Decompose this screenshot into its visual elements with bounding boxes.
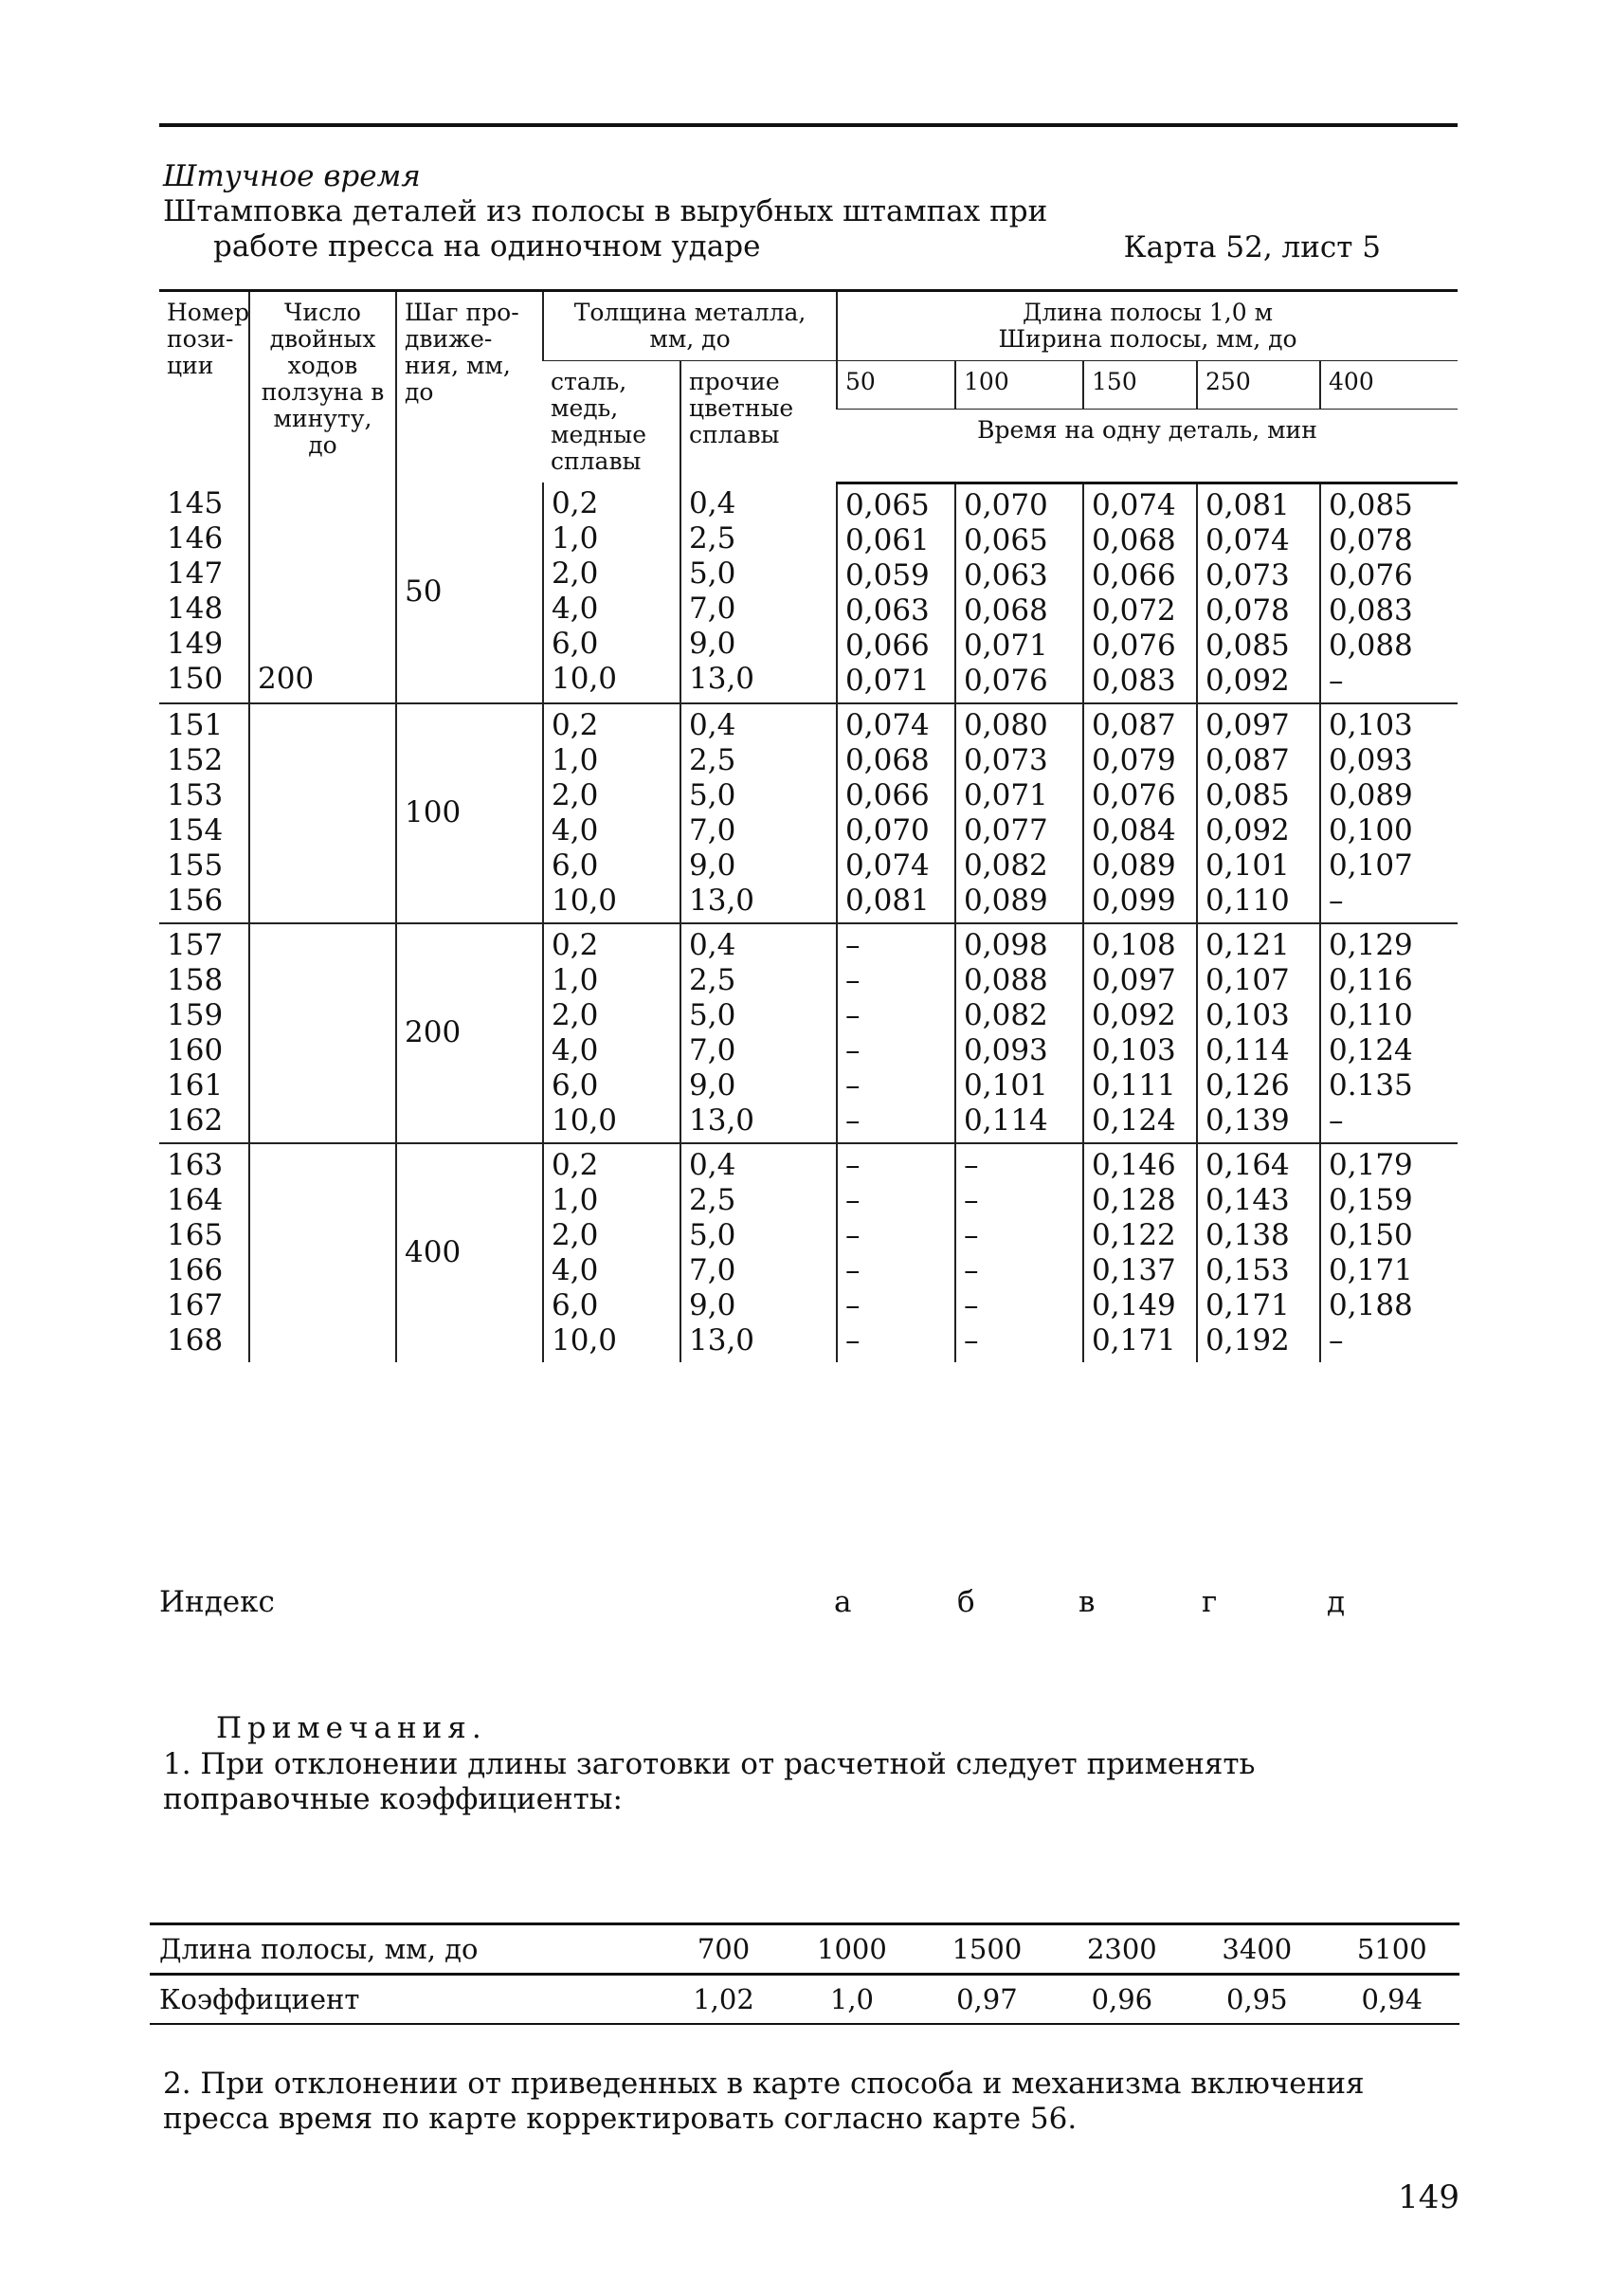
- width-150-header: 150: [1083, 361, 1197, 410]
- cell-value: 7,0: [689, 1032, 736, 1067]
- cell-value: 154: [167, 812, 224, 847]
- col-w50: [837, 703, 955, 923]
- cell-value: 0,081: [845, 883, 930, 918]
- cell-value: 0,065: [845, 487, 930, 522]
- cell-value: 0,089: [964, 883, 1048, 918]
- coef-label: Коэффициент: [150, 1975, 662, 2025]
- cell-value: 163: [167, 1147, 224, 1182]
- cell-value: 0,088: [964, 962, 1048, 997]
- cell-value: 161: [167, 1067, 224, 1102]
- cell-value: 0,099: [1092, 883, 1176, 918]
- cell-value: 0,4: [689, 1147, 736, 1182]
- cell-value: 0,101: [964, 1067, 1048, 1102]
- cell-value: 0,063: [845, 592, 930, 628]
- cell-value: –: [845, 1252, 861, 1287]
- cell-value: 1,0: [552, 962, 599, 997]
- cell-value: –: [845, 1322, 861, 1358]
- width-400-header: 400: [1320, 361, 1458, 410]
- doc-subtitle: Штамповка деталей из полосы в вырубных штампах при: [163, 194, 1048, 228]
- cell-value: 2,5: [689, 742, 736, 777]
- cell-value: –: [964, 1182, 979, 1217]
- cell-value: 0,074: [1205, 522, 1290, 557]
- table-row: [159, 483, 1458, 703]
- col-positions: [159, 483, 249, 703]
- cell-value: 0,076: [964, 663, 1048, 698]
- cell-value: –: [964, 1287, 979, 1322]
- cell-value: 9,0: [689, 1287, 736, 1322]
- cell-value: 0,138: [1205, 1217, 1290, 1252]
- cell-value: 0,4: [689, 707, 736, 742]
- cell-value: 13,0: [689, 1322, 755, 1358]
- strokes-cell: [249, 703, 396, 923]
- cell-value: 6,0: [552, 627, 599, 661]
- cell-value: 0,089: [1329, 777, 1413, 812]
- cell-value: –: [845, 1067, 861, 1102]
- cell-value: 0,093: [1329, 742, 1413, 777]
- table-row: [159, 923, 1458, 1143]
- cell-value: 0,066: [845, 628, 930, 663]
- col-w50: [837, 923, 955, 1143]
- col-w250: [1197, 923, 1320, 1143]
- cell-value: 0,122: [1092, 1217, 1176, 1252]
- cell-value: 0,093: [964, 1032, 1048, 1067]
- cell-value: 148: [167, 592, 224, 626]
- step-cell: [396, 483, 543, 703]
- cell-value: 0,121: [1205, 927, 1290, 962]
- col-steel: [543, 923, 680, 1143]
- step-value: 200: [405, 1015, 462, 1049]
- cell-value: 0,4: [689, 927, 736, 962]
- row-group-step-200: [159, 923, 1458, 1143]
- cell-value: 0,2: [552, 1147, 599, 1182]
- cell-value: 10,0: [552, 1102, 618, 1138]
- time-per-part-label: Время на одну деталь, мин: [837, 409, 1458, 483]
- cell-value: 0,089: [1092, 847, 1176, 883]
- cell-value: 0,129: [1329, 927, 1413, 962]
- table-row: [159, 1143, 1458, 1362]
- cell-value: –: [845, 1217, 861, 1252]
- col-w250: [1197, 483, 1320, 703]
- cell-value: 0,070: [845, 812, 930, 847]
- cell-value: 0,114: [1205, 1032, 1290, 1067]
- cell-value: 0,071: [964, 777, 1048, 812]
- cell-value: 0,111: [1092, 1067, 1176, 1102]
- strokes-cell: [249, 923, 396, 1143]
- cell-value: 9,0: [689, 1067, 736, 1102]
- col-w100: [955, 703, 1083, 923]
- col-w150: [1083, 703, 1197, 923]
- doc-heading: Штучное время: [163, 159, 421, 193]
- cell-value: 13,0: [689, 662, 755, 696]
- cell-value: 10,0: [552, 1322, 618, 1358]
- cell-value: 152: [167, 742, 224, 777]
- cell-value: 166: [167, 1252, 224, 1287]
- col-step-header: Шаг про-движе-ния, мм, до: [396, 291, 543, 483]
- col-steel-header: сталь, медь, медные сплавы: [543, 361, 680, 483]
- cell-value: –: [1329, 1322, 1344, 1358]
- col-steel: [543, 483, 680, 703]
- cell-value: 0,116: [1329, 962, 1413, 997]
- cell-value: 0,083: [1329, 592, 1413, 628]
- index-g: г: [1202, 1585, 1218, 1619]
- cell-value: 1,0: [552, 521, 599, 556]
- cell-value: 0,092: [1092, 997, 1176, 1032]
- cell-value: 0,150: [1329, 1217, 1413, 1252]
- col-w250: [1197, 1143, 1320, 1362]
- col-steel: [543, 1143, 680, 1362]
- cell-value: 0,085: [1205, 628, 1290, 663]
- strokes-value: 200: [258, 662, 315, 696]
- cell-value: 4,0: [552, 592, 599, 626]
- coef-value-5100: 0,94: [1325, 1975, 1459, 2025]
- cell-value: 0,068: [845, 742, 930, 777]
- cell-value: 0,2: [552, 927, 599, 962]
- cell-value: 0,098: [964, 927, 1048, 962]
- coef-value-1500: 0,97: [919, 1975, 1054, 2025]
- cell-value: 7,0: [689, 1252, 736, 1287]
- cell-value: 0,076: [1092, 777, 1176, 812]
- col-w400: [1320, 923, 1458, 1143]
- card-reference: Карта 52, лист 5: [1123, 230, 1381, 264]
- coef-value-2300: 0,96: [1055, 1975, 1189, 2025]
- cell-value: 2,0: [552, 777, 599, 812]
- cell-value: 153: [167, 777, 224, 812]
- cell-value: 0,110: [1205, 883, 1290, 918]
- cell-value: 13,0: [689, 883, 755, 918]
- cell-value: 5,0: [689, 997, 736, 1032]
- cell-value: 0,097: [1092, 962, 1176, 997]
- cell-value: 0,076: [1329, 557, 1413, 592]
- cell-value: 5,0: [689, 1217, 736, 1252]
- cell-value: 0,065: [964, 522, 1048, 557]
- cell-value: 0,4: [689, 486, 736, 520]
- cell-value: 0,078: [1205, 592, 1290, 628]
- cell-value: 162: [167, 1102, 224, 1138]
- cell-value: 10,0: [552, 883, 618, 918]
- cell-value: 0,103: [1329, 707, 1413, 742]
- col-w50: [837, 483, 955, 703]
- cell-value: 2,5: [689, 962, 736, 997]
- col-positions: [159, 703, 249, 923]
- width-100-header: 100: [955, 361, 1083, 410]
- cell-value: 145: [167, 486, 224, 520]
- cell-value: 0,114: [964, 1102, 1048, 1138]
- cell-value: 0,080: [964, 707, 1048, 742]
- coefficient-table: [150, 1922, 1459, 2025]
- coef-length-5100: 5100: [1325, 1924, 1459, 1975]
- cell-value: 0,171: [1329, 1252, 1413, 1287]
- col-length-header: [837, 291, 1458, 361]
- cell-value: –: [845, 962, 861, 997]
- index-d: д: [1327, 1585, 1346, 1619]
- cell-value: 0,076: [1092, 628, 1176, 663]
- cell-value: 0,070: [964, 487, 1048, 522]
- cell-value: 0,073: [964, 742, 1048, 777]
- cell-value: 0,188: [1329, 1287, 1413, 1322]
- cell-value: 0,072: [1092, 592, 1176, 628]
- page-number: 149: [1398, 2178, 1459, 2216]
- col-w100: [955, 1143, 1083, 1362]
- cell-value: 0,063: [964, 557, 1048, 592]
- index-a: а: [834, 1585, 852, 1619]
- cell-value: 0,139: [1205, 1102, 1290, 1138]
- cell-value: 0,071: [964, 628, 1048, 663]
- cell-value: 0,159: [1329, 1182, 1413, 1217]
- cell-value: 1,0: [552, 742, 599, 777]
- col-w150: [1083, 483, 1197, 703]
- cell-value: –: [1329, 1102, 1344, 1138]
- cell-value: –: [1329, 883, 1344, 918]
- col-w100: [955, 923, 1083, 1143]
- cell-value: 1,0: [552, 1182, 599, 1217]
- cell-value: 0,149: [1092, 1287, 1176, 1322]
- cell-value: 0,087: [1092, 707, 1176, 742]
- cell-value: 0,143: [1205, 1182, 1290, 1217]
- cell-value: 9,0: [689, 847, 736, 883]
- col-positions: [159, 1143, 249, 1362]
- cell-value: 7,0: [689, 812, 736, 847]
- col-w150: [1083, 1143, 1197, 1362]
- cell-value: 0,083: [1092, 663, 1176, 698]
- cell-value: –: [845, 1032, 861, 1067]
- coef-length-2300: 2300: [1055, 1924, 1189, 1975]
- strip-width: Ширина полосы, мм, до: [998, 325, 1297, 353]
- cell-value: 146: [167, 521, 224, 556]
- cell-value: 155: [167, 847, 224, 883]
- cell-value: –: [845, 1147, 861, 1182]
- index-label: Индекс: [159, 1585, 275, 1619]
- col-positions: [159, 923, 249, 1143]
- step-value: 100: [405, 795, 462, 829]
- cell-value: 0,146: [1092, 1147, 1176, 1182]
- col-strokes-header: Число двойных ходов ползуна в минуту, до: [249, 291, 396, 483]
- cell-value: 0,097: [1205, 707, 1290, 742]
- cell-value: 9,0: [689, 627, 736, 661]
- cell-value: 0,2: [552, 486, 599, 520]
- cell-value: 0,124: [1092, 1102, 1176, 1138]
- cell-value: 0,068: [964, 592, 1048, 628]
- col-w50: [837, 1143, 955, 1362]
- cell-value: 0,128: [1092, 1182, 1176, 1217]
- cell-value: 0,078: [1329, 522, 1413, 557]
- cell-value: 160: [167, 1032, 224, 1067]
- cell-value: 0,108: [1092, 927, 1176, 962]
- note-1: 1. При отклонении длины заготовки от расчетной следует применять поправочные коэффициенты:: [163, 1747, 1256, 1816]
- cell-value: 168: [167, 1322, 224, 1358]
- cell-value: 2,0: [552, 1217, 599, 1252]
- cell-value: 0,100: [1329, 812, 1413, 847]
- cell-value: 5,0: [689, 556, 736, 591]
- row-group-step-50: [159, 483, 1458, 703]
- cell-value: 0,074: [845, 847, 930, 883]
- cell-value: 0,061: [845, 522, 930, 557]
- cell-value: 6,0: [552, 1287, 599, 1322]
- cell-value: 0,085: [1205, 777, 1290, 812]
- cell-value: 6,0: [552, 847, 599, 883]
- cell-value: 0.135: [1329, 1067, 1413, 1102]
- cell-value: 0,103: [1092, 1032, 1176, 1067]
- doc-subtitle-cont: работе пресса на одиночном ударе: [213, 229, 761, 264]
- index-v: в: [1078, 1585, 1096, 1619]
- cell-value: 7,0: [689, 592, 736, 626]
- cell-value: 2,5: [689, 521, 736, 556]
- cell-value: 0,068: [1092, 522, 1176, 557]
- col-w400: [1320, 483, 1458, 703]
- cell-value: 0,084: [1092, 812, 1176, 847]
- table-row: [159, 703, 1458, 923]
- col-other: [680, 703, 837, 923]
- note-2: 2. При отклонении от приведенных в карте способа и механизма включения пресса время по карте корректировать согласно карте 56.: [163, 2067, 1365, 2136]
- cell-value: 4,0: [552, 812, 599, 847]
- col-w400: [1320, 703, 1458, 923]
- col-other-header: прочие цветные сплавы: [680, 361, 837, 483]
- col-thickness-header: Толщина металла, мм, до: [543, 291, 837, 361]
- row-group-step-400: [159, 1143, 1458, 1362]
- cell-value: 0,073: [1205, 557, 1290, 592]
- step-cell: [396, 923, 543, 1143]
- col-w250: [1197, 703, 1320, 923]
- width-250-header: 250: [1197, 361, 1320, 410]
- cell-value: 0,074: [1092, 487, 1176, 522]
- cell-value: 0,2: [552, 707, 599, 742]
- cell-value: 0,066: [1092, 557, 1176, 592]
- coef-length-label: Длина полосы, мм, до: [150, 1924, 662, 1975]
- cell-value: 0,137: [1092, 1252, 1176, 1287]
- notes-title: Примечания.: [216, 1711, 487, 1745]
- strokes-cell: [249, 483, 396, 703]
- step-cell: [396, 1143, 543, 1362]
- cell-value: 0,192: [1205, 1322, 1290, 1358]
- cell-value: 0,059: [845, 557, 930, 592]
- cell-value: 151: [167, 707, 224, 742]
- cell-value: 0,101: [1205, 847, 1290, 883]
- cell-value: –: [845, 1287, 861, 1322]
- cell-value: 0,107: [1205, 962, 1290, 997]
- cell-value: –: [845, 1182, 861, 1217]
- cell-value: –: [964, 1252, 979, 1287]
- cell-value: 0,171: [1205, 1287, 1290, 1322]
- row-group-step-100: [159, 703, 1458, 923]
- coef-length-1500: 1500: [919, 1924, 1054, 1975]
- col-w400: [1320, 1143, 1458, 1362]
- cell-value: 0,110: [1329, 997, 1413, 1032]
- col-other: [680, 483, 837, 703]
- cell-value: 164: [167, 1182, 224, 1217]
- col-other: [680, 923, 837, 1143]
- cell-value: 0,087: [1205, 742, 1290, 777]
- cell-value: 0,179: [1329, 1147, 1413, 1182]
- cell-value: 0,079: [1092, 742, 1176, 777]
- width-50-header: 50: [837, 361, 955, 410]
- cell-value: 0,074: [845, 707, 930, 742]
- step-value: 50: [405, 574, 443, 610]
- cell-value: 0,081: [1205, 487, 1290, 522]
- cell-value: 156: [167, 883, 224, 918]
- cell-value: 0,107: [1329, 847, 1413, 883]
- cell-value: 147: [167, 556, 224, 591]
- cell-value: 2,0: [552, 556, 599, 591]
- col-position-header: Номер пози-ции: [159, 291, 249, 483]
- cell-value: –: [845, 997, 861, 1032]
- cell-value: 4,0: [552, 1252, 599, 1287]
- top-rule: [159, 123, 1458, 127]
- cell-value: –: [845, 927, 861, 962]
- cell-value: 2,0: [552, 997, 599, 1032]
- coef-value-1000: 1,0: [785, 1975, 919, 2025]
- cell-value: 0,071: [845, 663, 930, 698]
- cell-value: 0,103: [1205, 997, 1290, 1032]
- cell-value: 13,0: [689, 1102, 755, 1138]
- col-w150: [1083, 923, 1197, 1143]
- cell-value: 2,5: [689, 1182, 736, 1217]
- cell-value: 0,092: [1205, 812, 1290, 847]
- cell-value: 0,171: [1092, 1322, 1176, 1358]
- cell-value: –: [1329, 663, 1344, 698]
- cell-value: 0,164: [1205, 1147, 1290, 1182]
- index-b: б: [957, 1585, 975, 1619]
- cell-value: 158: [167, 962, 224, 997]
- cell-value: –: [964, 1217, 979, 1252]
- strip-length: Длина полосы 1,0 м: [1023, 299, 1274, 326]
- step-cell: [396, 703, 543, 923]
- coef-length-700: 700: [662, 1924, 784, 1975]
- col-other: [680, 1143, 837, 1362]
- cell-value: 6,0: [552, 1067, 599, 1102]
- cell-value: 0,153: [1205, 1252, 1290, 1287]
- time-table: [159, 289, 1458, 1362]
- cell-value: 0,066: [845, 777, 930, 812]
- cell-value: 0,082: [964, 997, 1048, 1032]
- cell-value: 0,124: [1329, 1032, 1413, 1067]
- cell-value: 5,0: [689, 777, 736, 812]
- coef-value-3400: 0,95: [1189, 1975, 1324, 2025]
- coef-length-3400: 3400: [1189, 1924, 1324, 1975]
- cell-value: 0,126: [1205, 1067, 1290, 1102]
- cell-value: 0,088: [1329, 628, 1413, 663]
- strokes-cell: [249, 1143, 396, 1362]
- cell-value: 167: [167, 1287, 224, 1322]
- cell-value: –: [964, 1147, 979, 1182]
- cell-value: 0,082: [964, 847, 1048, 883]
- cell-value: 0,077: [964, 812, 1048, 847]
- cell-value: –: [964, 1322, 979, 1358]
- coef-value-700: 1,02: [662, 1975, 784, 2025]
- cell-value: 157: [167, 927, 224, 962]
- cell-value: 149: [167, 627, 224, 661]
- col-w100: [955, 483, 1083, 703]
- coef-length-1000: 1000: [785, 1924, 919, 1975]
- cell-value: 159: [167, 997, 224, 1032]
- col-steel: [543, 703, 680, 923]
- cell-value: 0,085: [1329, 487, 1413, 522]
- cell-value: 150: [167, 662, 224, 696]
- cell-value: 165: [167, 1217, 224, 1252]
- cell-value: 10,0: [552, 662, 618, 696]
- cell-value: 4,0: [552, 1032, 599, 1067]
- cell-value: –: [845, 1102, 861, 1138]
- cell-value: 0,092: [1205, 663, 1290, 698]
- step-value: 400: [405, 1235, 462, 1269]
